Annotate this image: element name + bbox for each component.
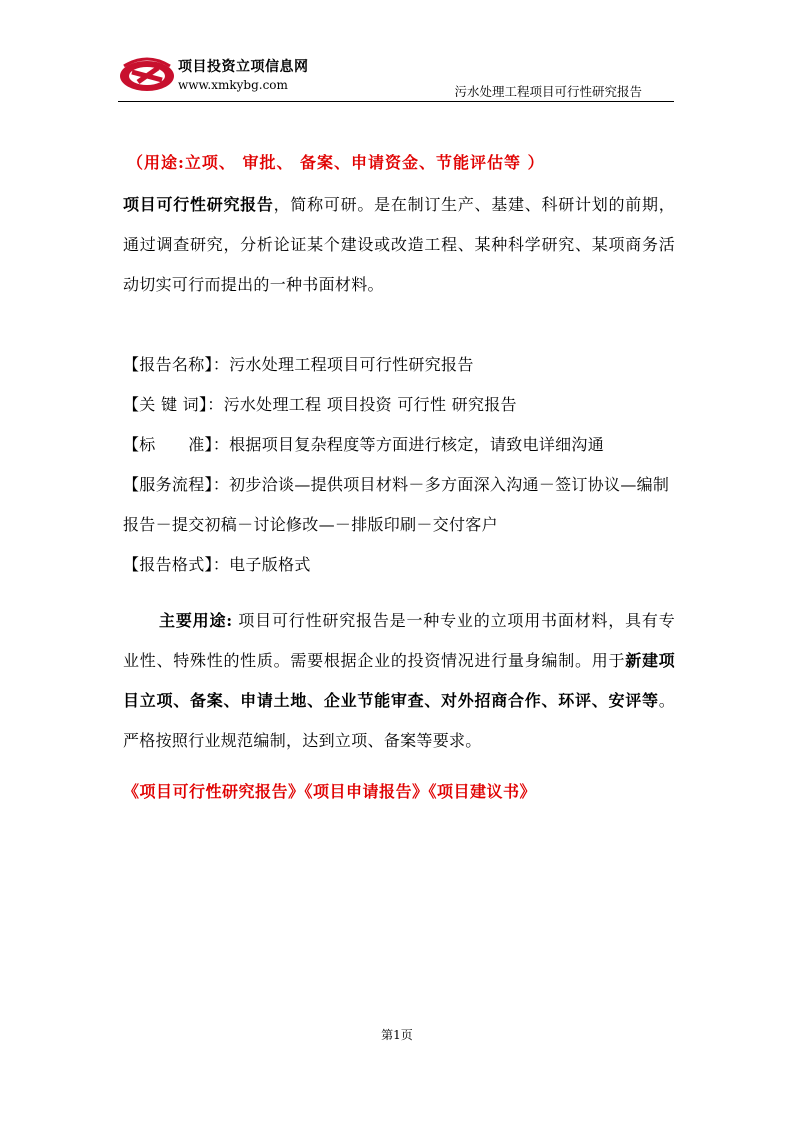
field-label: 【服务流程】 — [123, 475, 213, 494]
field-label: 【报告名称】 — [123, 355, 213, 374]
header-doc-title: 污水处理工程项目可行性研究报告 — [454, 84, 642, 99]
intro-text: ，简称可研。是在制订生产、基建、科研计划的前期，通过调查研究，分析论证某个建设或改造工程、某种科学研究、某项商务活动切实可行而提出的一种书面材料。 — [123, 195, 676, 294]
main-use-label: 主要用途: — [159, 611, 233, 630]
field-report-name — [123, 345, 675, 385]
main-use-paragraph — [123, 601, 675, 761]
field-value: ：电子版格式 — [212, 555, 311, 574]
main-use-bold: 新建项目立项、备案、申请土地、企业节能审查、对外招商合作、环评、安评等 — [123, 651, 675, 710]
logo-title: 项目投资立项信息网 — [178, 59, 309, 75]
field-keywords — [123, 385, 675, 425]
field-value: ：污水处理工程项目可行性研究报告 — [212, 355, 474, 374]
intro-term: 项目可行性研究报告 — [123, 195, 274, 214]
field-label: 【关 键 词】 — [123, 395, 208, 414]
header-divider — [118, 101, 674, 102]
field-value: ：根据项目复杂程度等方面进行核定，请致电详细沟通 — [212, 435, 605, 454]
report-links[interactable]: 《项目可行性研究报告》《项目申请报告》《项目建议书》 — [123, 782, 537, 801]
page-header — [118, 52, 674, 104]
field-report-format — [123, 545, 675, 585]
intro-paragraph — [123, 185, 675, 305]
field-value: ：初步洽谈—提供项目材料－多方面深入沟通－签订协议—编制报告－提交初稿－讨论修改—－排版印刷－交付客户 — [123, 475, 670, 534]
page-body — [123, 150, 675, 818]
field-service-process — [123, 465, 675, 545]
logo-icon — [118, 54, 176, 94]
field-standard — [123, 425, 675, 465]
page-number: 第1页 — [381, 1028, 413, 1042]
field-label: 【标 准】 — [123, 435, 213, 454]
main-use-text: 项目可行性研究报告是一种专业的立项用书面材料，具有专业性、特殊性的性质。需要根据企业的投资情况进行量身编制。用于 — [123, 611, 675, 670]
main-use-text-end: 。 严格按照行业规范编制，达到立项、备案等要求。 — [123, 691, 675, 750]
field-value: ：污水处理工程 项目投资 可行性 研究报告 — [207, 395, 517, 414]
logo-url[interactable]: www.xmkybg.com — [178, 78, 288, 92]
purpose-line: （用途:立项、 审批、 备案、申请资金、节能评估等 ） — [127, 153, 545, 172]
field-label: 【报告格式】 — [123, 555, 213, 574]
